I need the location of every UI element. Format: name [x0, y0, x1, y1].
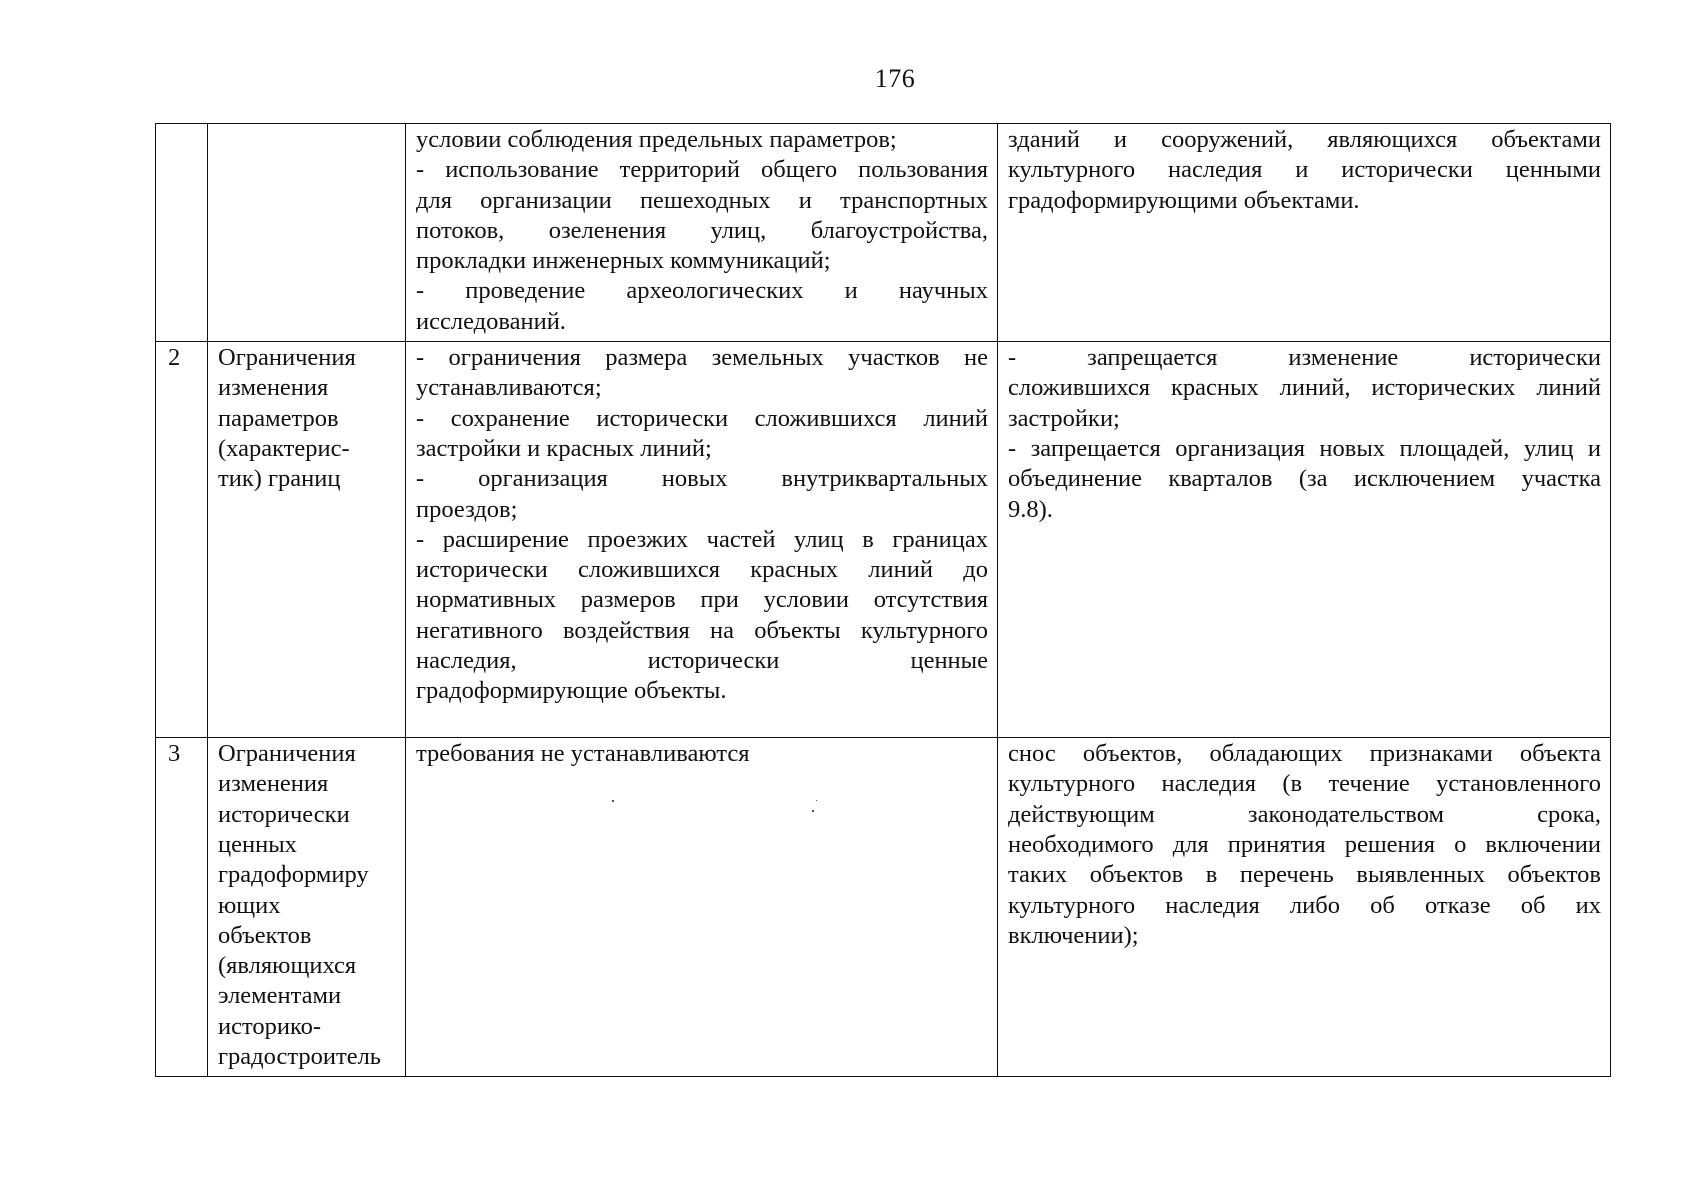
- row-number-cell: [156, 738, 208, 1077]
- text-line: зданий и сооружений, являющихся объектами: [1008, 126, 1601, 153]
- text-line: градоформирующими объектами.: [1008, 186, 1360, 214]
- name-line: Ограничения: [218, 344, 356, 372]
- table-row: [156, 124, 1611, 342]
- text-line: нормативных размеров при условии отсутствия: [416, 586, 988, 614]
- name-line: тик) границ: [218, 465, 341, 493]
- table-row: [156, 738, 1611, 1077]
- name-line: элементами: [218, 982, 342, 1010]
- text-line: условии соблюдения предельных параметров;: [416, 126, 897, 153]
- text-line: - организация новых внутриквартальных: [416, 465, 988, 493]
- text-line: - сохранение исторически сложившихся линий: [416, 404, 988, 432]
- requirements-cell: [406, 738, 998, 1077]
- text-line: - ограничения размера земельных участков не: [416, 344, 988, 372]
- text-line: прокладки инженерных коммуникаций;: [416, 247, 831, 275]
- text-line: для организации пешеходных и транспортных: [416, 186, 988, 214]
- text-line: - расширение проезжих частей улиц в границах: [416, 525, 988, 553]
- name-line: изменения: [218, 770, 329, 798]
- scan-speck: [816, 800, 817, 801]
- name-line: ценных: [218, 830, 297, 858]
- text-line: исторически сложившихся красных линий до: [416, 556, 988, 584]
- text-line: застройки и красных линий;: [416, 434, 712, 462]
- prohibitions-cell: [998, 124, 1611, 342]
- row-number-cell: [156, 342, 208, 738]
- text-line: устанавливаются;: [416, 374, 602, 402]
- restriction-name-cell: [208, 342, 406, 738]
- requirements-cell: [406, 124, 998, 342]
- prohibitions-cell: [998, 342, 1611, 738]
- row-number: 2: [168, 344, 181, 372]
- name-line: историко-: [218, 1012, 322, 1040]
- name-line: изменения: [218, 374, 329, 402]
- name-line: градоформиру: [218, 861, 369, 889]
- text-line: культурного наследия либо об отказе об их: [1008, 891, 1601, 919]
- name-line: градостроитель: [218, 1043, 381, 1071]
- restrictions-table: [155, 123, 1611, 1077]
- requirements-cell: [406, 342, 998, 738]
- row-number-cell: [156, 124, 208, 342]
- prohibitions-cell: [998, 738, 1611, 1077]
- text-line: снос объектов, обладающих признаками объекта: [1008, 740, 1601, 768]
- text-line: градоформирующие объекты.: [416, 677, 727, 705]
- text-line: застройки;: [1008, 404, 1120, 432]
- scan-speck: [812, 810, 814, 812]
- name-line: Ограничения: [218, 740, 356, 768]
- name-line: (являющихся: [218, 952, 357, 980]
- text-line: - проведение археологических и научных: [416, 277, 988, 305]
- text-line: 9.8).: [1008, 495, 1053, 523]
- table-body: [156, 124, 1611, 1077]
- restriction-name-cell: [208, 738, 406, 1077]
- text-line: требования не устанавливаются: [416, 740, 750, 768]
- text-line: наследия, исторически ценные: [416, 647, 988, 675]
- name-line: ющих: [218, 891, 281, 919]
- text-line: культурного наследия и исторически ценными: [1008, 156, 1601, 184]
- page-number: 176: [874, 64, 916, 93]
- text-line: действующим законодательством срока,: [1008, 800, 1601, 828]
- name-line: (характерис-: [218, 434, 350, 462]
- text-line: сложившихся красных линий, исторических линий: [1008, 374, 1601, 402]
- text-line: потоков, озеленения улиц, благоустройства,: [416, 216, 988, 244]
- row-number: 3: [168, 740, 181, 768]
- text-line: включении);: [1008, 921, 1139, 949]
- name-line: исторически: [218, 800, 350, 828]
- text-line: объединение кварталов (за исключением участка: [1008, 465, 1601, 493]
- scan-speck: [612, 800, 614, 802]
- text-line: культурного наследия (в течение установленного: [1008, 770, 1601, 798]
- text-line: - запрещается организация новых площадей, улиц и: [1008, 434, 1601, 462]
- restriction-name-cell: [208, 124, 406, 342]
- name-line: объектов: [218, 921, 312, 949]
- text-line: таких объектов в перечень выявленных объектов: [1008, 861, 1601, 889]
- text-line: исследований.: [416, 307, 566, 335]
- name-line: параметров: [218, 404, 339, 432]
- text-line: проездов;: [416, 495, 518, 523]
- text-line: негативного воздействия на объекты культурного: [416, 616, 988, 644]
- text-line: необходимого для принятия решения о включении: [1008, 830, 1601, 858]
- text-line: - запрещается изменение исторически: [1008, 344, 1601, 372]
- table-row: [156, 342, 1611, 738]
- text-line: - использование территорий общего пользования: [416, 156, 988, 184]
